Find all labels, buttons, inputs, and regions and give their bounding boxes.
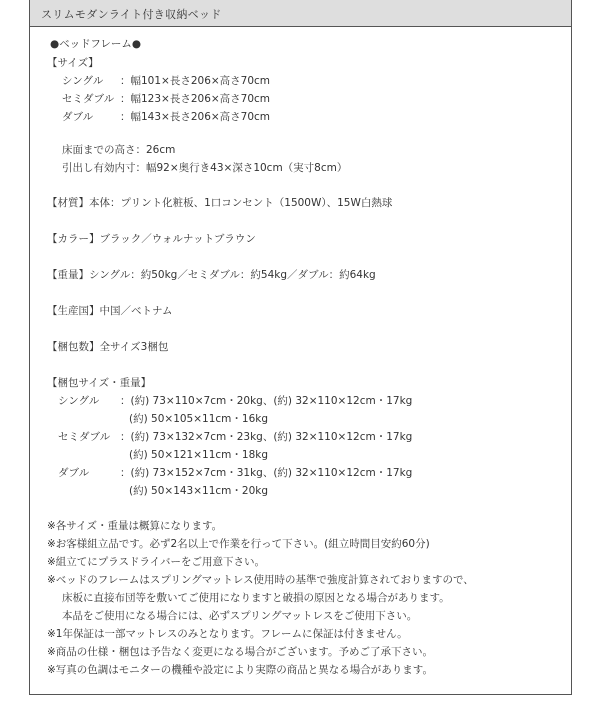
note-approx: ※各サイズ・重量は概算になります。: [47, 520, 223, 532]
note-spec-change: ※商品の仕様・梱包は予告なく変更になる場合がございます。予めご了承下さい。: [47, 646, 433, 658]
packages-line: 【梱包数】全サイズ3梱包: [47, 341, 169, 353]
packing-single-line2: (約) 50×105×11cm・16kg: [129, 413, 268, 425]
size-label-semidouble: セミダブル: [62, 93, 115, 105]
size-value-single: ：幅101×長さ206×高さ70cm: [120, 75, 271, 87]
material-line: 【材質】本体：プリント化粧板、1口コンセント（1500W）、15W白熱球: [47, 197, 393, 209]
color-line: 【カラー】ブラック／ウォルナットブラウン: [47, 233, 256, 245]
packing-double-line1: ：(約) 73×152×7cm・31kg、(約) 32×110×12cm・17kg: [120, 467, 413, 479]
floor-height: 床面までの高さ：26cm: [62, 144, 176, 156]
origin-line: 【生産国】中国／ベトナム: [47, 305, 173, 317]
note-use-spring: 本品をご使用になる場合には、必ずスプリングマットレスをご使用下さい。: [62, 610, 418, 622]
packing-label-semidouble: セミダブル: [58, 431, 111, 443]
drawer-size: 引出し有効内寸：幅92×奥行き43×深さ10cm（実寸8cm）: [62, 162, 348, 174]
size-heading: 【サイズ】: [47, 57, 99, 69]
frame-heading: ●ベッドフレーム●: [50, 38, 142, 50]
packing-single-line1: ：(約) 73×110×7cm・20kg、(約) 32×110×12cm・17kg: [120, 395, 413, 407]
weight-line: 【重量】シングル：約50kg／セミダブル：約54kg／ダブル：約64kg: [47, 269, 376, 281]
size-label-single: シングル: [62, 75, 104, 87]
note-assembly: ※お客様組立品です。必ず2名以上で作業を行って下さい。(組立時間目安約60分): [47, 538, 430, 550]
size-value-double: ：幅143×長さ206×高さ70cm: [120, 111, 271, 123]
packing-semidouble-line1: ：(約) 73×132×7cm・23kg、(約) 32×110×12cm・17kg: [120, 431, 413, 443]
page-title: スリムモダンライト付き収納ベッド: [41, 8, 222, 21]
note-floor-bedding: 床板に直接布団等を敷いてご使用になりますと破損の原因となる場合があります。: [62, 592, 450, 604]
note-driver: ※組立てにプラスドライバーをご用意下さい。: [47, 556, 265, 568]
packing-heading: 【梱包サイズ・重量】: [47, 377, 152, 389]
note-warranty: ※1年保証は一部マットレスのみとなります。フレームに保証は付きません。: [47, 628, 408, 640]
note-frame-strength: ※ベッドのフレームはスプリングマットレス使用時の基準で強度計算されておりますので、: [47, 574, 474, 586]
size-value-semidouble: ：幅123×長さ206×高さ70cm: [120, 93, 271, 105]
packing-label-double: ダブル: [58, 467, 90, 479]
size-label-double: ダブル: [62, 111, 94, 123]
note-photo-color: ※写真の色調はモニターの機種や設定により実際の商品と異なる場合があります。: [47, 664, 433, 676]
packing-double-line2: (約) 50×143×11cm・20kg: [129, 485, 268, 497]
packing-semidouble-line2: (約) 50×121×11cm・18kg: [129, 449, 268, 461]
packing-label-single: シングル: [58, 395, 100, 407]
spec-header: [29, 0, 572, 27]
